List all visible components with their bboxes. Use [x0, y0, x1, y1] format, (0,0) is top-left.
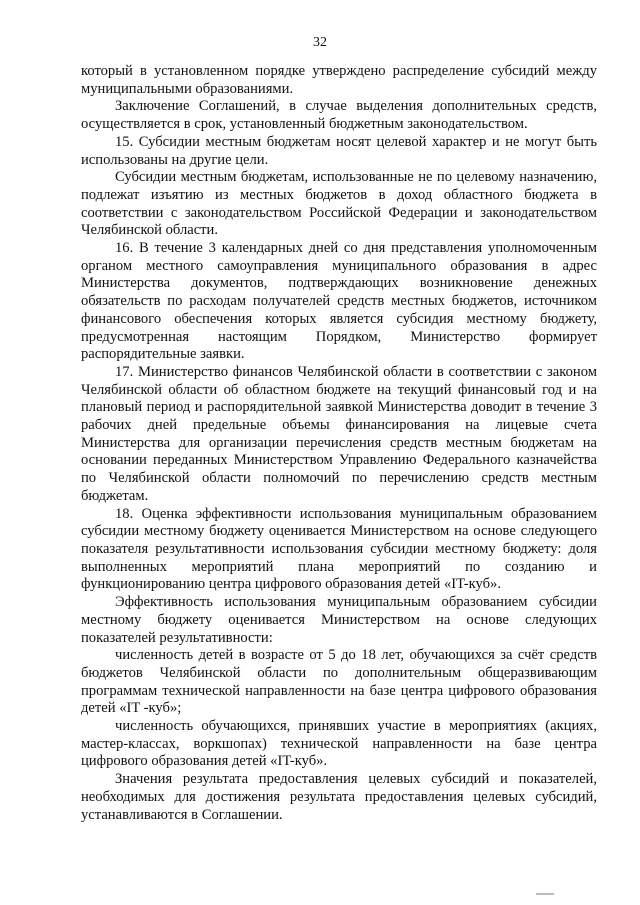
document-body: [81, 63, 597, 824]
paragraph-18: 18. Оценка эффективности использования муниципальным образованием субсидии местному бюджету оценивается Министерством на основе следующего показателя результативности использования субсидии местному бюджету: доля выполненных мероприятий плана мероприятий по созданию и функционированию центра цифрового образования детей «IT-куб».: [81, 505, 597, 593]
page-number: 32: [313, 35, 327, 50]
paragraph-17: 17. Министерство финансов Челябинской области в соответствии с законом Челябинской области об областном бюджете на текущий финансовый год и на плановый период и распорядительной заявкой Министерства доводит в течение 3 рабочих дней предельные объемы финансирования на лицевые счета Министерства для организации перечисления средств местным бюджетам на основании переданных Министерством Управлению Федерального казначейства по Челябинской области полномочий по перечислению средств местным бюджетам.: [81, 363, 597, 504]
footer-scan-mark: [536, 893, 554, 895]
paragraph-indicator-children: численность детей в возрасте от 5 до 18 лет, обучающихся за счёт средств бюджетов Челябинской области по дополнительным общеразвивающим программам технической направленности на базе центра цифрового образования детей «IT -куб»;: [81, 647, 597, 717]
paragraph-efficiency: Эффективность использования муниципальным образованием субсидии местному бюджету оценивается Министерством на основе следующих показателей результативности:: [81, 594, 597, 646]
paragraph-16: 16. В течение 3 календарных дней со дня представления уполномоченным органом местного самоуправления муниципального образования в адрес Министерства документов, подтверждающих возникновение денежных обязательств по расходам получателей средств местных бюджетов, источником финансового обеспечения которых является субсидия местному бюджету, предусмотренная настоящим Порядком, Министерство формирует распорядительные заявки.: [81, 240, 597, 363]
paragraph-15: 15. Субсидии местным бюджетам носят целевой характер и не могут быть использованы на другие цели.: [81, 133, 597, 168]
paragraph-misused-subsidies: Субсидии местным бюджетам, использованные не по целевому назначению, подлежат изъятию из местных бюджетов в доход областного бюджета в соответствии с законодательством Российской Федерации и законодательством Челябинской области.: [81, 169, 597, 239]
paragraph-indicator-students: численность обучающихся, принявших участие в мероприятиях (акциях, мастер-классах, воркшопах) технической направленности на базе центра цифрового образования детей «IT-куб».: [81, 718, 597, 770]
paragraph-agreements-conclusion: Заключение Соглашений, в случае выделения дополнительных средств, осуществляется в срок, установленный бюджетным законодательством.: [81, 98, 597, 133]
paragraph-continuation: который в установленном порядке утверждено распределение субсидий между муниципальными образованиями.: [81, 63, 597, 97]
paragraph-result-values: Значения результата предоставления целевых субсидий и показателей, необходимых для достижения результата предоставления целевых субсидий, устанавливаются в Соглашении.: [81, 771, 597, 823]
